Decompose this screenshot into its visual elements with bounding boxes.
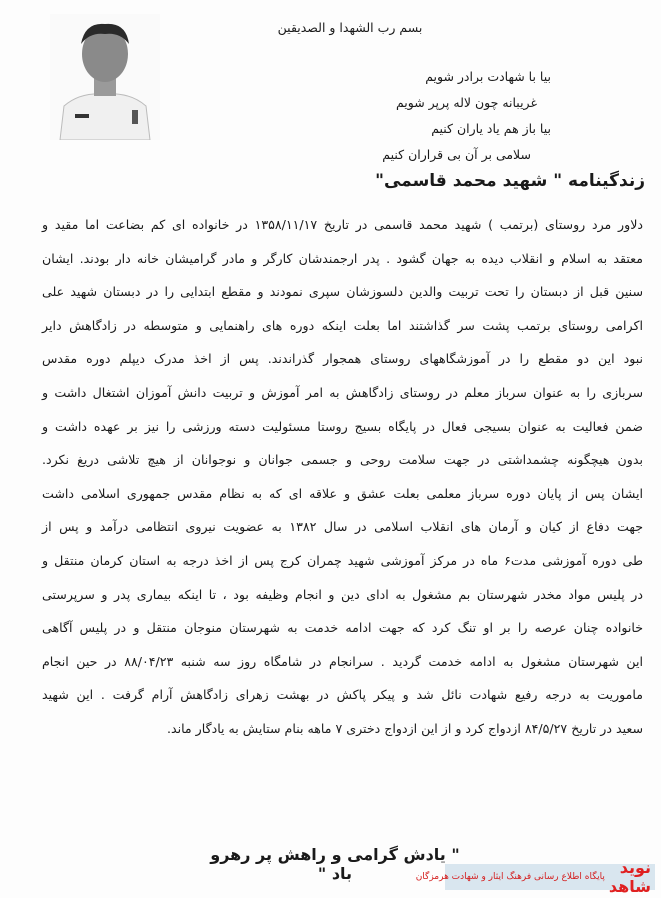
text-line: ماموریت به درجه رفیع شهادت نائل شد و پیکر پاکش در بهشت زهرای زادگاهش آرام گرفت . این شهید (42, 687, 643, 703)
text-line: دلاور مرد روستای (برتمب ) شهید محمد قاسمی در تاریخ ۱۳۵۸/۱۱/۱۷ در خانواده ای کم بضاعت اما مقید و (42, 217, 643, 232)
text-line: ضمن فعالیت به عنوان بسیجی فعال در پایگاه بسیج روستا مسئولیت دسته ورزشی را نیز بر عهده داشت و (42, 418, 643, 434)
biography-text (42, 208, 643, 746)
text-line: نبود این دو مقطع را در آموزشگاههای روستای همجوار گذراندند. پس از اخذ مدرک دیپلم دوره مقدس (42, 351, 643, 367)
bismillah-heading: بسم رب الشهدا و الصدیقین (277, 20, 423, 35)
poem (251, 64, 551, 168)
text-line: خانواده چنان عرصه را بر او تنگ کرد که جهت ادامه خدمت به شهرستان منوجان منتقل و در پلیس آگاهی (42, 620, 643, 636)
text-line: در پلیس مواد مخدر شهرستان بم مشغول به ادای دین و انجام وظیفه بود ، تا اینکه بیماری پدر و سرپرستی (42, 586, 643, 602)
poem-line: سلامی بر آن بی قراران کنیم (382, 147, 531, 162)
poem-line: بیا با شهادت برادر شویم (425, 69, 551, 84)
text-line: طی دوره آموزشی مدت۶ ماه در مرکز آموزشی شهید چمران کرج پس از اخذ درجه به استان کرمان منتقل و (42, 552, 643, 568)
text-line: معتقد به اسلام و انقلاب دیده به جهان گشود . پدر ارجمندشان کارگر و مادر گرامیشان خانه دار بودند. ایشان (42, 250, 643, 266)
watermark-logo (415, 858, 655, 896)
poem-line: بیا باز هم یاد یاران کنیم (431, 121, 551, 136)
text-line: سنین قبل از دبستان را تحت تربیت والدین دلسوزشان سپری نمودند و مقطع ابتدایی را در دبستان شهید علی (42, 284, 643, 300)
logo-text: پایگاه اطلاع رسانی فرهنگ ایثار و شهادت هرمزگان (415, 872, 605, 882)
text-line: بدون هیچگونه چشمداشتی در جهت سلامت روحی و جسمی جوانان و نوجوانان از هیچ تلاشی دریغ نکرد. (42, 452, 643, 468)
text-line: سعید در تاریخ ۸۴/۵/۲۷ ازدواج کرد و از این ازدواج دختری ۷ ماهه بنام ستایش به یادگار ماند. (166, 720, 643, 736)
poem-line: غریبانه چون لاله پرپر شویم (395, 95, 537, 110)
text-line: ایشان پس از پایان دوره سرباز معلمی بعلت عشق و علاقه ای که به نظام مقدس جمهوری اسلامی داشت (42, 485, 643, 501)
text-line: این شهرستان مشغول به ادامه خدمت گردید . سرانجام در شامگاه روز سه شنبه ۸۸/۰۴/۲۳ در حین انجام (42, 653, 644, 669)
text-line: جهت دفاع از کیان و آرمان های انقلاب اسلامی در سال ۱۳۸۲ به عضویت نیروی انتظامی درآمد و پس از (42, 519, 643, 535)
martyr-photo (50, 14, 160, 140)
text-line: سربازی را به عنوان سرباز معلم در روستای زادگاهش به امر آموزش و تربیت دانش آموزان اشتغال داشت و (42, 384, 643, 400)
closing-phrase: " یادش گرامی و راهش پر رهرو باد " (210, 845, 460, 883)
text-line: اکرامی روستای برتمب پشت سر گذاشتند اما بعلت اینکه دوره های راهنمایی و متوسطه در زادگاهش دایر (42, 317, 643, 333)
document-title: زندگینامه " شهید محمد قاسمی" (375, 171, 645, 191)
logo-mark: نوید شاهد (608, 858, 651, 896)
